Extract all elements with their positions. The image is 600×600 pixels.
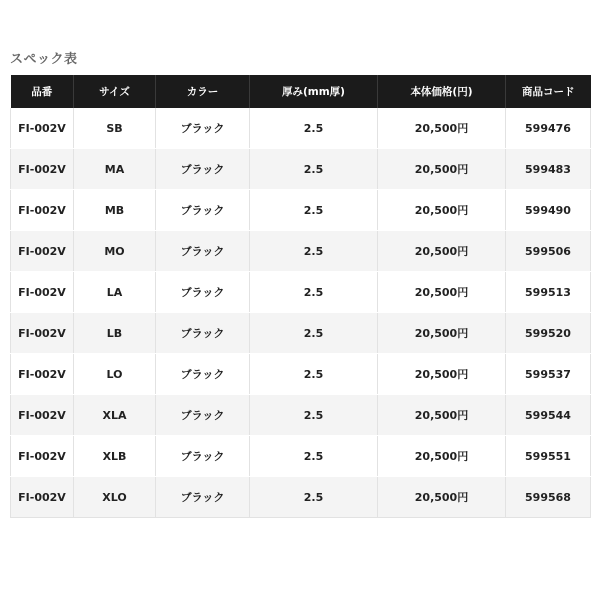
table-row: [11, 149, 591, 190]
header-thickness: 厚み(mm厚): [250, 75, 378, 108]
cell-part-number: FI-002V: [11, 108, 74, 149]
cell-size: XLB: [74, 436, 156, 477]
cell-price: 20,500円: [378, 149, 506, 190]
cell-size: XLA: [74, 395, 156, 436]
cell-thickness: 2.5: [250, 108, 378, 149]
cell-part-number: FI-002V: [11, 313, 74, 354]
cell-thickness: 2.5: [250, 231, 378, 272]
cell-part-number: FI-002V: [11, 190, 74, 231]
cell-size: MO: [74, 231, 156, 272]
cell-color: ブラック: [156, 477, 250, 518]
cell-price: 20,500円: [378, 395, 506, 436]
spec-table-body: [11, 108, 591, 518]
table-row: [11, 395, 591, 436]
cell-color: ブラック: [156, 272, 250, 313]
cell-size: LB: [74, 313, 156, 354]
cell-product-code: 599483: [506, 149, 591, 190]
cell-size: MA: [74, 149, 156, 190]
cell-thickness: 2.5: [250, 477, 378, 518]
cell-price: 20,500円: [378, 477, 506, 518]
cell-product-code: 599544: [506, 395, 591, 436]
cell-product-code: 599476: [506, 108, 591, 149]
cell-color: ブラック: [156, 354, 250, 395]
table-row: [11, 436, 591, 477]
cell-product-code: 599513: [506, 272, 591, 313]
cell-color: ブラック: [156, 436, 250, 477]
cell-product-code: 599568: [506, 477, 591, 518]
header-row: [11, 75, 591, 108]
cell-price: 20,500円: [378, 436, 506, 477]
table-row: [11, 190, 591, 231]
spec-table-header: [11, 75, 591, 108]
cell-part-number: FI-002V: [11, 354, 74, 395]
cell-color: ブラック: [156, 190, 250, 231]
cell-part-number: FI-002V: [11, 436, 74, 477]
cell-thickness: 2.5: [250, 436, 378, 477]
table-row: [11, 108, 591, 149]
cell-price: 20,500円: [378, 272, 506, 313]
header-price: 本体価格(円): [378, 75, 506, 108]
cell-thickness: 2.5: [250, 354, 378, 395]
cell-part-number: FI-002V: [11, 149, 74, 190]
cell-thickness: 2.5: [250, 313, 378, 354]
cell-size: SB: [74, 108, 156, 149]
table-row: [11, 272, 591, 313]
cell-product-code: 599551: [506, 436, 591, 477]
cell-product-code: 599537: [506, 354, 591, 395]
cell-part-number: FI-002V: [11, 477, 74, 518]
cell-price: 20,500円: [378, 313, 506, 354]
cell-part-number: FI-002V: [11, 231, 74, 272]
cell-color: ブラック: [156, 108, 250, 149]
cell-thickness: 2.5: [250, 272, 378, 313]
cell-thickness: 2.5: [250, 395, 378, 436]
spec-table: [10, 75, 591, 518]
cell-price: 20,500円: [378, 354, 506, 395]
cell-part-number: FI-002V: [11, 395, 74, 436]
cell-product-code: 599490: [506, 190, 591, 231]
table-row: [11, 477, 591, 518]
header-size: サイズ: [74, 75, 156, 108]
cell-color: ブラック: [156, 395, 250, 436]
cell-product-code: 599520: [506, 313, 591, 354]
cell-price: 20,500円: [378, 190, 506, 231]
cell-thickness: 2.5: [250, 149, 378, 190]
section-title: スペック表: [10, 52, 78, 67]
cell-price: 20,500円: [378, 231, 506, 272]
header-color: カラー: [156, 75, 250, 108]
cell-color: ブラック: [156, 313, 250, 354]
table-row: [11, 231, 591, 272]
table-row: [11, 354, 591, 395]
table-row: [11, 313, 591, 354]
cell-size: LA: [74, 272, 156, 313]
cell-size: MB: [74, 190, 156, 231]
cell-color: ブラック: [156, 149, 250, 190]
cell-thickness: 2.5: [250, 190, 378, 231]
cell-size: XLO: [74, 477, 156, 518]
header-product-code: 商品コード: [506, 75, 591, 108]
cell-color: ブラック: [156, 231, 250, 272]
header-part-number: 品番: [11, 75, 74, 108]
cell-price: 20,500円: [378, 108, 506, 149]
cell-product-code: 599506: [506, 231, 591, 272]
cell-size: LO: [74, 354, 156, 395]
cell-part-number: FI-002V: [11, 272, 74, 313]
